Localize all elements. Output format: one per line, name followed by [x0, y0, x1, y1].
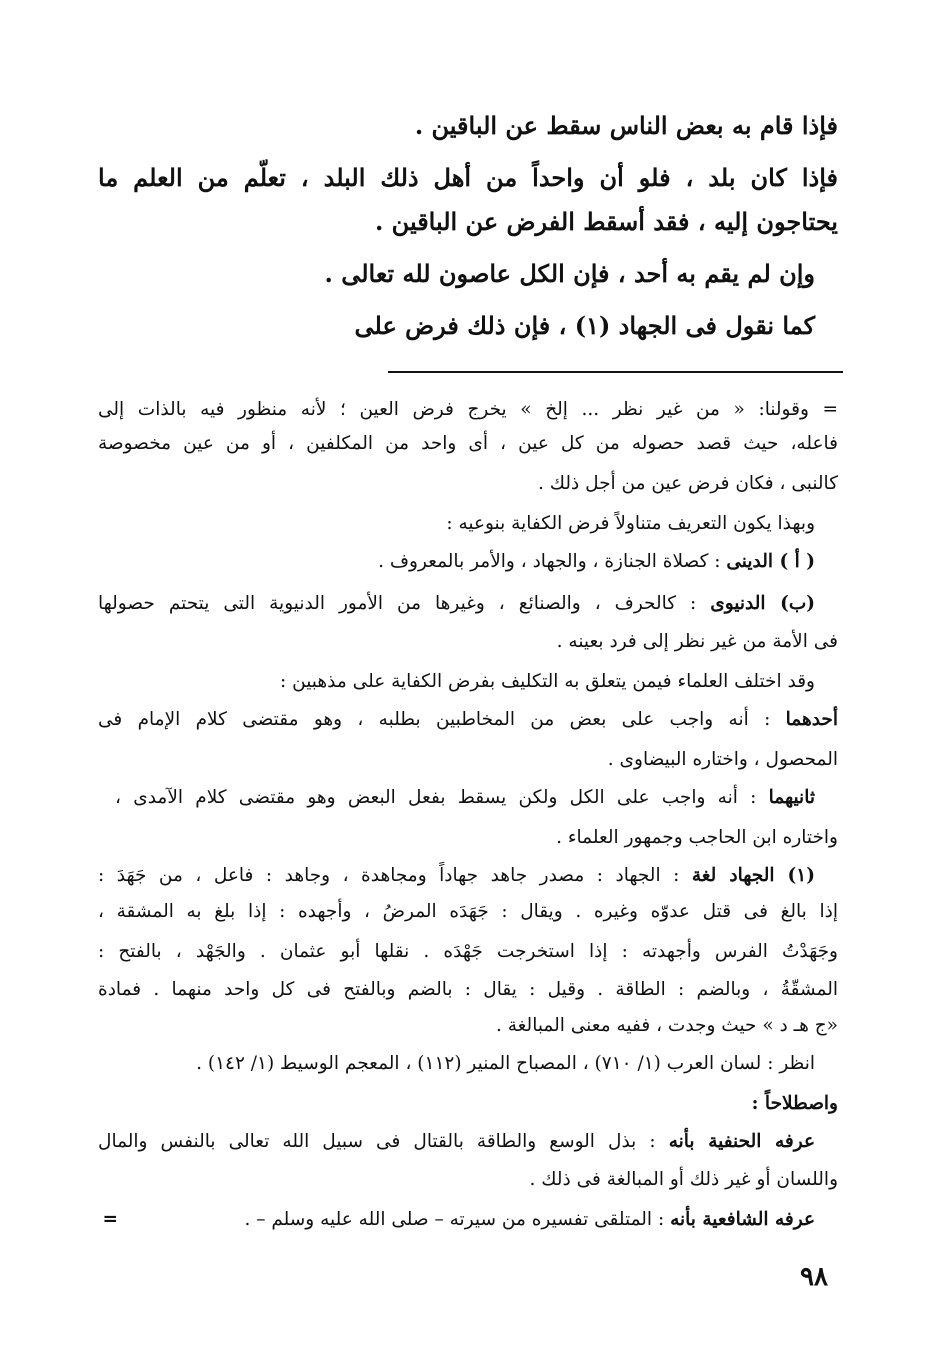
footnote-line-5: [75, 548, 815, 576]
footnote-line-12: واختاره ابن الحاجب وجمهور العلماء .: [556, 827, 838, 848]
footnote-line-4: وبهذا يكون التعريف متناولاً فرض الكفاية بنوعيه :: [446, 513, 815, 534]
worldly-type-text: : كالحرف ، والصنائع ، وغيرها من الأمور الدنيوية التى يتحتم حصولها: [98, 593, 711, 614]
second-opinion-text: : أنه واجب على الكل ولكن يسقط بفعل البعض وهو مقتضى كلام الآمدى ،: [115, 787, 769, 808]
second-opinion-label: ثانيهما: [768, 787, 815, 808]
footnote-line-7: فى الأمة من غير نظر إلى فرد بعينه .: [556, 631, 838, 652]
footnote-line-22: [235, 1206, 815, 1234]
footnote-line-17: «ج هـ د » حيث وجدت ، ففيه معنى المبالغة .: [495, 1015, 838, 1036]
main-line-3: يحتاجون إليه ، فقد أسقط الفرض عن الباقين .: [374, 207, 838, 236]
footnote-line-9: [98, 706, 838, 734]
footnote-line-3: كالنبى ، فكان فرض عين من أجل ذلك .: [537, 473, 838, 494]
footnote-line-2: فاعله، حيث قصد حصوله من كل عين ، أى واحد من المكلفين ، أو من عين مخصوصة: [98, 433, 838, 454]
main-line-2: فإذا كان بلد ، فلو أن واحداً من أهل ذلك البلد ، تعلّم من العلم ما: [98, 163, 838, 192]
first-opinion-label: أحدهما: [785, 709, 838, 730]
continuation-mark: =: [102, 1209, 118, 1230]
footnote-line-16: المشقّةُ ، وبالضم : الطاقة . وقيل : يقال : بالضم وبالفتح فى كل واحد منهما . فمادة: [98, 979, 838, 1000]
religious-type-label: ( أ ) الدينى: [726, 551, 815, 572]
footnote-line-1: = وقولنا: « من غير نظر ... إلخ » يخرج فرض العين ؛ لأنه منظور فيه بالذات إلى: [98, 399, 838, 420]
hanafi-definition-text: : بذل الوسع والطاقة بالقتال فى سبيل الله تعالى بالنفس والمال: [98, 1131, 669, 1152]
footnote-line-19: واصطلاحاً :: [751, 1093, 838, 1114]
jihad-language-text: : الجهاد : مصدر جاهد جهاداً ومجاهدة ، وجاهد : فاعل ، من جَهَدَ :: [98, 865, 692, 886]
footnote-line-21: واللسان أو غير ذلك أو المبالغة فى ذلك .: [529, 1169, 838, 1190]
footnote-line-18: انظر : لسان العرب (١/ ٧١٠) ، المصباح المنير (١١٢) ، المعجم الوسيط (١/ ١٤٢) .: [196, 1053, 815, 1074]
main-line-1: فإذا قام به بعض الناس سقط عن الباقين .: [414, 111, 838, 140]
hanafi-definition-label: عرفه الحنفية بأنه: [668, 1131, 815, 1152]
worldly-type-label: (ب) الدنيوى: [710, 593, 815, 614]
jihad-language-label: (١) الجهاد لغة: [691, 865, 815, 886]
footnote-line-20: [98, 1128, 815, 1156]
footnote-line-6: [98, 590, 815, 618]
footnote-line-8: وقد اختلف العلماء فيمن يتعلق به التكليف بفرض الكفاية على مذهبين :: [280, 671, 815, 692]
shafii-definition-label: عرفه الشافعية بأنه: [670, 1209, 815, 1230]
main-line-4: وإن لم يقم به أحد ، فإن الكل عاصون لله تعالى .: [324, 259, 815, 288]
main-line-5: كما نقول فى الجهاد (١) ، فإن ذلك فرض على: [354, 311, 815, 340]
shafii-definition-text: : المتلقى تفسيره من سيرته – صلى الله عليه وسلم – .: [244, 1209, 671, 1230]
footnote-line-15: وجَهَدْتُ الفرس وأجهدته : إذا استخرجت جَهْدَه . نقلها أبو عثمان . والجَهْد ، بالفتح :: [98, 941, 838, 962]
footnote-line-10: المحصول ، واختاره البيضاوى .: [607, 749, 838, 770]
page-number: ٩٨: [800, 1262, 828, 1292]
religious-type-text: : كصلاة الجنازة ، والجهاد ، والأمر بالمعروف .: [378, 551, 727, 572]
footnote-line-13: [98, 862, 815, 890]
footnote-line-14: إذا بالغ فى قتل عدوّه وغيره . ويقال : جَهَدَه المرضُ ، وأجهده : إذا بلغ به المشقة ،: [98, 901, 838, 922]
first-opinion-text: : أنه واجب على بعض من المخاطبين بطلبه ، وهو مقتضى كلام الإمام فى: [98, 709, 786, 730]
footnote-separator: [388, 371, 843, 373]
footnote-line-11: [115, 784, 815, 812]
